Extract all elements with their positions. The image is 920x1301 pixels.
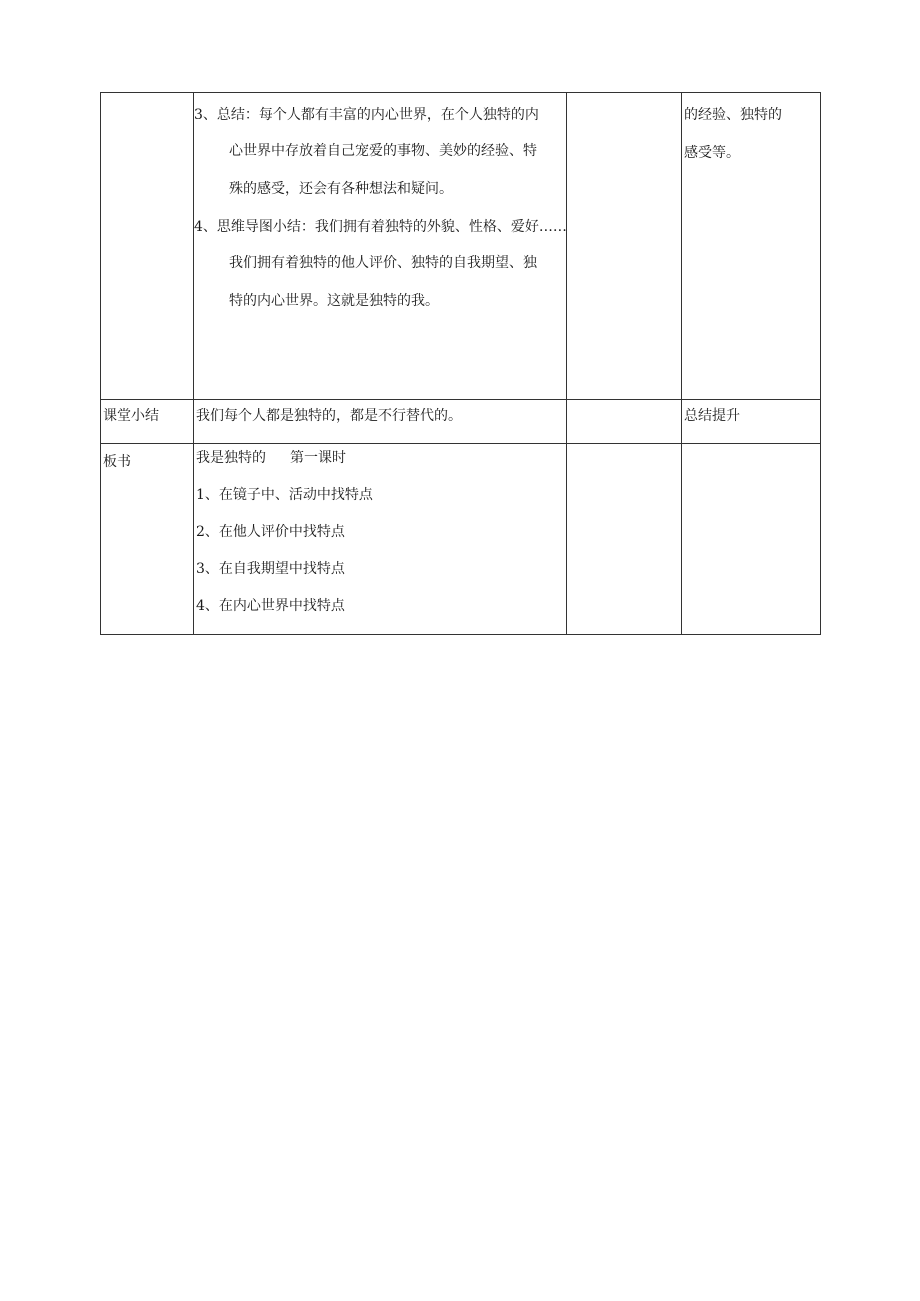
- board-item: 1、在镜子中、活动中找特点: [196, 487, 373, 503]
- content-row: [101, 93, 821, 400]
- board-title-line: [196, 449, 566, 467]
- note-line: 的经验、独特的: [684, 107, 782, 123]
- paragraph-continuation-line: 特的内心世界。这就是独特的我。: [229, 293, 439, 309]
- paragraph-continuation-line: 殊的感受，还会有各种想法和疑问。: [229, 181, 453, 197]
- summary-label: 课堂小结: [101, 400, 194, 444]
- board-item: 4、在内心世界中找特点: [196, 598, 345, 614]
- board-row: [101, 444, 821, 635]
- paragraph-mindmap: [194, 217, 566, 311]
- board-subtitle: 第一课时: [290, 450, 346, 466]
- lesson-plan-table: [100, 92, 821, 635]
- board-item: 2、在他人评价中找特点: [196, 524, 345, 540]
- summary-method: 总结提升: [682, 400, 821, 444]
- content-label-cell: [101, 93, 194, 400]
- content-text-cell: [194, 93, 567, 400]
- student-activity-cell: [567, 93, 682, 400]
- note-line: 感受等。: [684, 145, 740, 161]
- summary-text: 我们每个人都是独特的，都是不行替代的。: [194, 400, 567, 444]
- paragraph-first-line: 3、总结：每个人都有丰富的内心世界，在个人独特的内: [194, 107, 539, 123]
- design-intent-cell: [682, 93, 821, 400]
- paragraph-continuation-line: 心世界中存放着自己宠爱的事物、美妙的经验、特: [229, 143, 537, 159]
- board-title: 我是独特的: [196, 450, 266, 466]
- summary-empty-cell: [567, 400, 682, 444]
- board-empty-cell-2: [682, 444, 821, 635]
- paragraph-continuation-line: 我们拥有着独特的他人评价、独特的自我期望、独: [229, 255, 537, 271]
- board-item: 3、在自我期望中找特点: [196, 561, 345, 577]
- paragraph-first-line: 4、思维导图小结：我们拥有着独特的外貌、性格、爱好……: [194, 219, 567, 235]
- board-empty-cell: [567, 444, 682, 635]
- paragraph-summary: [194, 105, 566, 199]
- board-label: 板书: [101, 444, 194, 635]
- summary-row: [101, 400, 821, 444]
- board-content-cell: [194, 444, 567, 635]
